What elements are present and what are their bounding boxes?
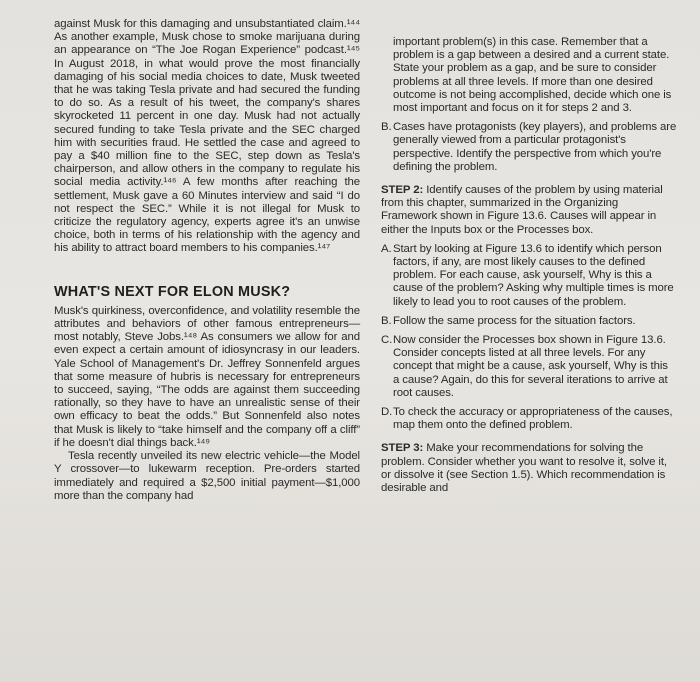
item-letter: D. [381, 406, 393, 419]
item-text: Cases have protagonists (key players), and problems are generally viewed from a particular protagonist's perspective. Identify the perspective from which you're defining the problem. [393, 121, 677, 173]
step2-text: Identify causes of the problem by using material from this chapter, summarized in the Organizing Framework shown in Figure 13.6. Causes will appear in either the Inputs box or the Processes box. [381, 184, 663, 236]
step2-label: STEP 2: [381, 184, 424, 197]
step2-paragraph [381, 184, 677, 237]
case-paragraph-2: Musk's quirkiness, overconfidence, and volatility resemble the attributes and behaviors of other famous entrepreneurs—most notably, Steve Jobs.¹⁴⁸ As consumers we allow for and even expect a certain amount of idiosyncrasy in our leaders. Yale School of Management's Dr. Jeffrey Sonnenfeld argues that some measure of hubris is necessary for entrepreneurs to succeed, saying, “The odds are against them succeeding rationally, so they have to have an unrealistic sense of their own efficacy to beat the odds.” But Sonnenfeld also notes that Musk is likely to “take himself and the company off a cliff” if he doesn't dial things back.¹⁴⁹ [54, 304, 360, 449]
step1-item-b [381, 121, 677, 174]
case-paragraph-3: Tesla recently unveiled its new electric vehicle—the Model Y crossover—to lukewarm reception. Pre-orders started immediately and required a $2,500 initial payment—$1,000 more than the company had [54, 450, 360, 502]
item-text: To check the accuracy or appropriateness of the causes, map them onto the defined problem. [393, 406, 673, 432]
step1-continuation: important problem(s) in this case. Remember that a problem is a gap between a desired and a current state. State your problem as a gap, and be sure to consider problems at all three levels. If more than one desired outcome is not being accomplished, decide which one is most important and focus on it for steps 2 and 3. [393, 36, 672, 115]
step2-item-d [381, 406, 677, 432]
case-paragraph-1: against Musk for this damaging and unsubstantiated claim.¹⁴⁴ As another example, Musk chose to smoke marijuana during an appearance on “The Joe Rogan Experience” podcast.¹⁴⁵ In August 2018, in what would prove the most financially damaging of his social media choices to date, Musk tweeted that he was taking Tesla private and had secured the funding to do so. As a result of his tweet, the company's shares skyrocketed 11 percent in one day. Musk had not actually secured funding to take Tesla private and the SEC charged him with securities fraud. He settled the case and agreed to pay a $40 million fine to the SEC, step down as Tesla's chairperson, and allow others in the company to regulate his social media activity.¹⁴⁶ A few months after reaching the settlement, Musk gave a 60 Minutes interview and said “I do not respect the SEC.” While it is not illegal for Musk to criticize the regulatory agency, experts agree it's an unwise choice, both in terms of his relationship with the agency and his ability to attract board members to his companies.¹⁴⁷ [54, 18, 360, 255]
step2-item-a [381, 243, 677, 309]
item-letter: B. [381, 314, 392, 327]
item-letter: A. [381, 242, 392, 255]
step3-paragraph [381, 442, 677, 495]
item-text: Now consider the Processes box shown in Figure 13.6. Consider concepts listed at all three levels. For any concept that might be a cause, ask yourself, Why is this a cause? Again, do this for several iterations to arrive at root causes. [393, 334, 668, 399]
right-column [381, 36, 677, 495]
step2-item-b [381, 315, 677, 328]
step3-text: Make your recommendations for solving the problem. Consider whether you want to resolve it, solve it, or dissolve it (see Section 1.5). Which recommendation is desirable and [381, 442, 667, 495]
step3-label: STEP 3: [381, 442, 424, 455]
section-heading: WHAT'S NEXT FOR ELON MUSK? [54, 283, 291, 300]
item-text: Start by looking at Figure 13.6 to identify which person factors, if any, are most likely causes to the defined problem. For each cause, ask yourself, Why is this a cause of the problem? Asking why multiple times is more likely to lead you to root causes of the problem. [393, 242, 674, 308]
item-text: Follow the same process for the situation factors. [393, 314, 636, 327]
item-letter: B. [381, 121, 392, 134]
step2-item-c [381, 334, 677, 400]
item-letter: C. [381, 334, 393, 347]
left-column [54, 18, 360, 503]
